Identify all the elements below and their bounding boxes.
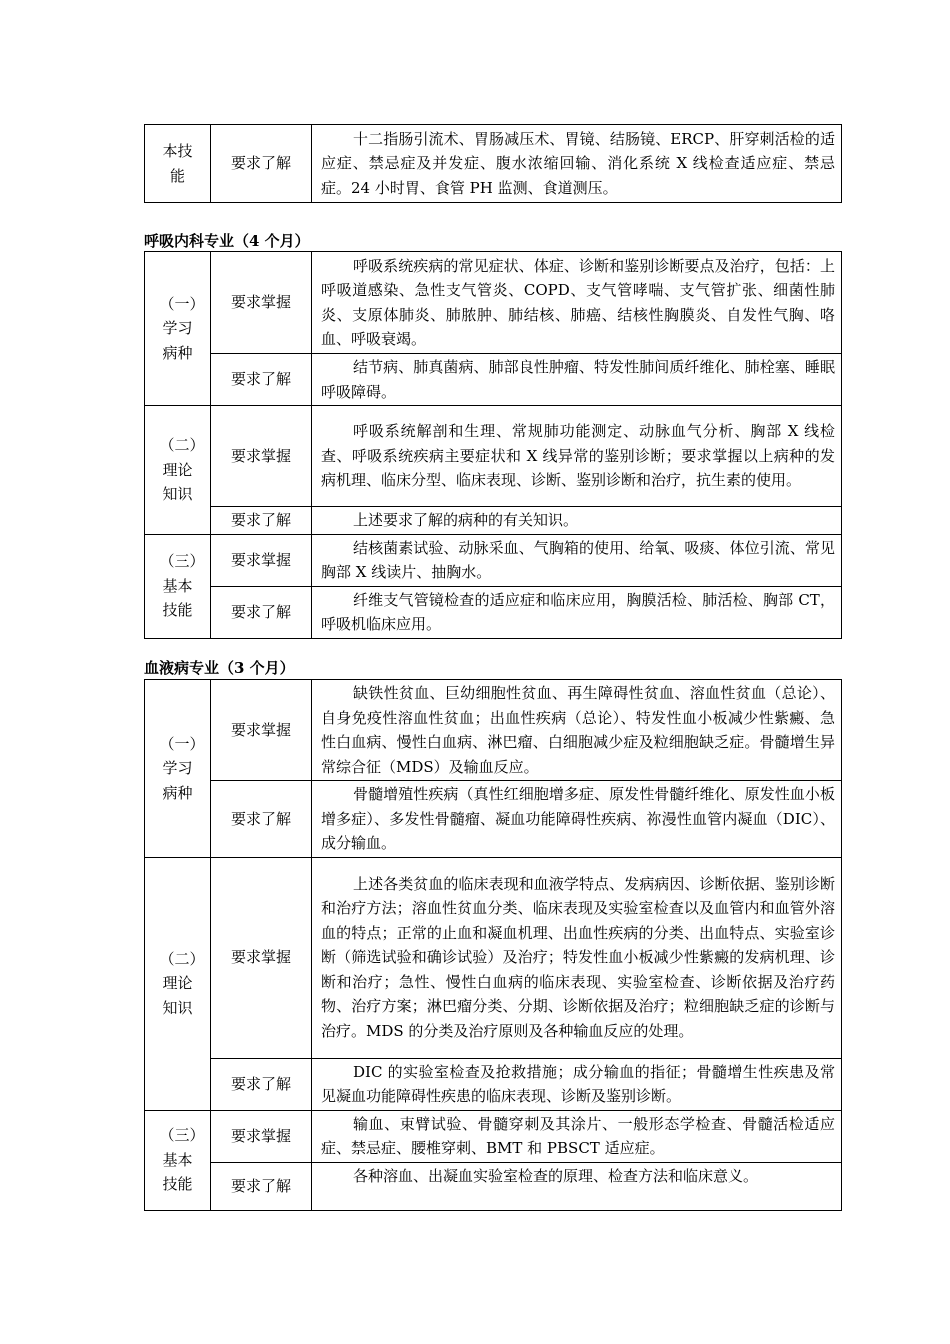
category-cell: 本技能 (145, 125, 211, 203)
respiratory-heading: 呼吸内科专业（4 个月） (144, 232, 310, 250)
level-cell: 要求了解 (211, 125, 312, 203)
level-cell: 要求了解 (211, 354, 312, 406)
content-cell: 输血、束臂试验、骨髓穿刺及其涂片、一般形态学检查、骨髓活检适应症、禁忌症、腰椎穿刺、BMT 和 PBSCT 适应症。 (312, 1110, 842, 1162)
content-cell: 呼吸系统解剖和生理、常规肺功能测定、动脉血气分析、胸部 X 线检查、呼吸系统疾病主要症状和 X 线异常的鉴别诊断；要求掌握以上病种的发病机理、临床分型、临床表现、诊断、鉴别诊断和治疗，抗生素的使用。 (312, 406, 842, 507)
level-cell: 要求掌握 (211, 857, 312, 1058)
category-cell: （三）基本技能 (145, 534, 211, 638)
category-cell: （三）基本技能 (145, 1110, 211, 1210)
category-cell: （二）理论知识 (145, 857, 211, 1110)
content-cell: 骨髓增殖性疾病（真性红细胞增多症、原发性骨髓纤维化、原发性血小板增多症）、多发性骨髓瘤、凝血功能障碍性疾病、祢漫性血管内凝血（DIC）、成分输血。 (312, 781, 842, 858)
category-cell: （一）学习病种 (145, 252, 211, 406)
level-cell: 要求了解 (211, 781, 312, 858)
hematology-heading: 血液病专业（3 个月） (144, 659, 295, 677)
level-cell: 要求掌握 (211, 680, 312, 781)
content-cell: 结核菌素试验、动脉采血、气胸箱的使用、给氧、吸痰、体位引流、常见胸部 X 线读片、抽胸水。 (312, 534, 842, 586)
content-cell: 结节病、肺真菌病、肺部良性肿瘤、特发性肺间质纤维化、肺栓塞、睡眠呼吸障碍。 (312, 354, 842, 406)
level-cell: 要求了解 (211, 507, 312, 535)
content-cell: 上述各类贫血的临床表现和血液学特点、发病病因、诊断依据、鉴别诊断和治疗方法；溶血性贫血分类、临床表现及实验室检查以及血管内和血管外溶血的特点；正常的止血和凝血机理、出血性疾病的分类、出血特点、实验室诊断（筛选试验和确诊试验）及治疗；特发性血小板减少性紫癜的发病机理、诊断和治疗；急性、慢性白血病的临床表现、实验室检查、诊断依据及治疗药物、治疗方案；淋巴瘤分类、分期、诊断依据及治疗；粒细胞缺乏症的诊断与治疗。MDS 的分类及治疗原则及各种输血反应的处理。 (312, 857, 842, 1058)
content-cell: 呼吸系统疾病的常见症状、体症、诊断和鉴别诊断要点及治疗，包括：上呼吸道感染、急性支气管炎、COPD、支气管哮喘、支气管扩张、细菌性肺炎、支原体肺炎、肺脓肿、肺结核、肺癌、结核性胸膜炎、自发性气胸、咯血、呼吸衰竭。 (312, 252, 842, 354)
respiratory-table (144, 251, 842, 639)
level-cell: 要求掌握 (211, 1110, 312, 1162)
digestive-skills-table (144, 124, 842, 203)
content-cell: 上述要求了解的病种的有关知识。 (312, 507, 842, 535)
level-cell: 要求了解 (211, 1058, 312, 1110)
level-cell: 要求了解 (211, 1162, 312, 1210)
level-cell: 要求掌握 (211, 534, 312, 586)
level-cell: 要求掌握 (211, 406, 312, 507)
category-cell: （二）理论知识 (145, 406, 211, 535)
content-cell: 各种溶血、出凝血实验室检查的原理、检查方法和临床意义。 (312, 1162, 842, 1210)
category-cell: （一）学习病种 (145, 680, 211, 858)
content-cell: 缺铁性贫血、巨幼细胞性贫血、再生障碍性贫血、溶血性贫血（总论）、自身免疫性溶血性贫血；出血性疾病（总论）、特发性血小板减少性紫癜、急性白血病、慢性白血病、淋巴瘤、白细胞减少症及粒细胞缺乏症。骨髓增生异常综合征（MDS）及输血反应。 (312, 680, 842, 781)
content-cell: 纤维支气管镜检查的适应症和临床应用，胸膜活检、肺活检、胸部 CT，呼吸机临床应用。 (312, 586, 842, 638)
level-cell: 要求了解 (211, 586, 312, 638)
level-cell: 要求掌握 (211, 252, 312, 354)
content-cell: DIC 的实验室检查及抢救措施；成分输血的指征；骨髓增生性疾患及常见凝血功能障碍性疾患的临床表现、诊断及鉴别诊断。 (312, 1058, 842, 1110)
content-cell: 十二指肠引流术、胃肠减压术、胃镜、结肠镜、ERCP、肝穿刺活检的适应症、禁忌症及并发症、腹水浓缩回输、消化系统 X 线检查适应症、禁忌症。24 小时胃、食管 PH 监测、食道测压。 (312, 125, 842, 203)
hematology-table (144, 679, 842, 1211)
